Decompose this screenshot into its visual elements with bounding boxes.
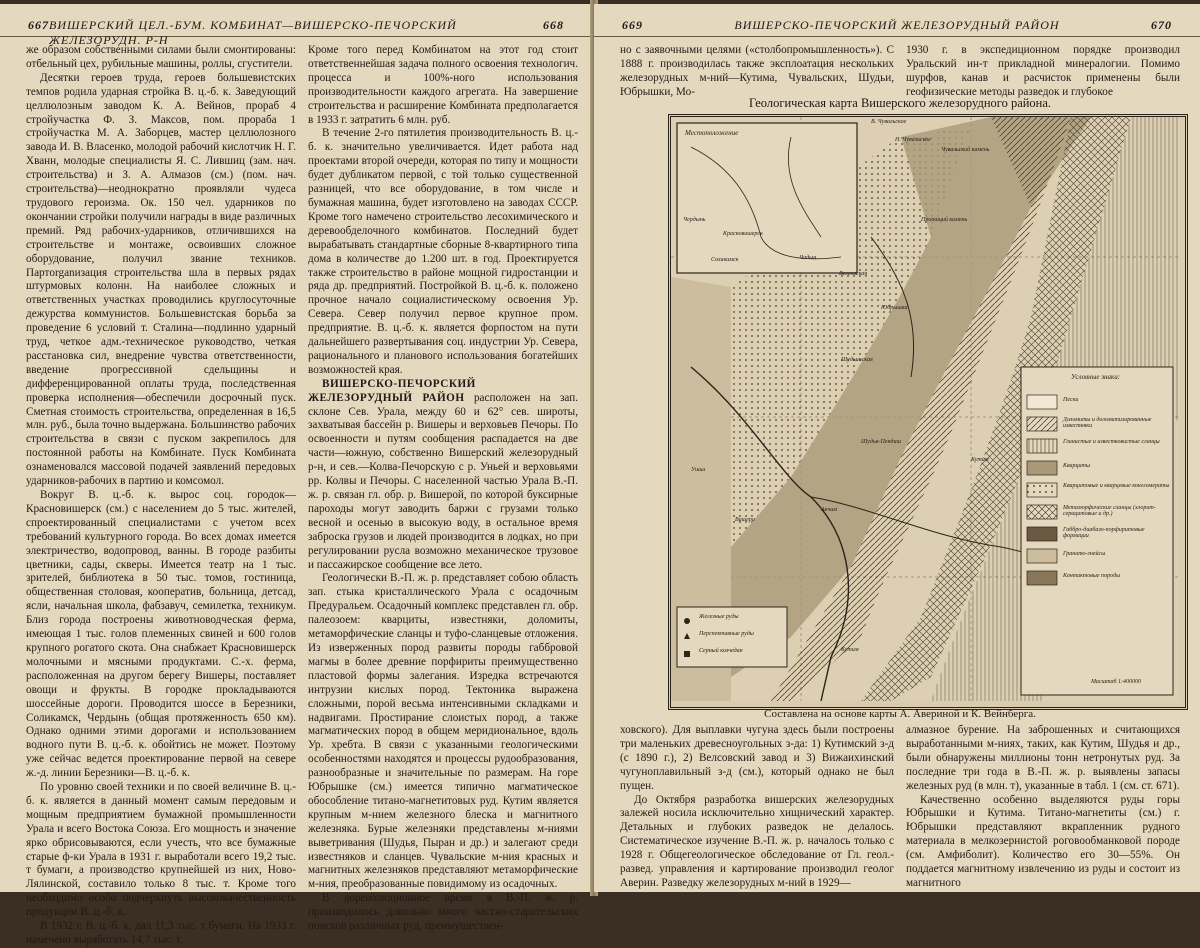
legend-item: Габбро-диабазо-порфиритовые формации (1063, 527, 1145, 539)
left-page-columns (26, 44, 578, 946)
legend-item: Доломиты и доломитизированные известняки (1063, 417, 1152, 429)
paragraph: В дореволюционное время в В.-П. ж. р. производилось довольно много частно-старательских поисков различных руд, преимуществен- (308, 892, 578, 933)
legend-item: Гранито-гнейсы (1063, 551, 1106, 557)
running-head-title: ВИШЕРСКИЙ ЦЕЛ.-БУМ. КОМБИНАТ—ВИШЕРСКО-ПЕЧОРСКИЙ ЖЕЛЕЗОРУДН. Р-Н (49, 18, 457, 47)
running-head-right (594, 18, 1200, 37)
map-place-label: Н. Чувальское (895, 137, 931, 143)
map-place-label: Ушьи (691, 467, 706, 473)
map-place-label: Велсовская (839, 271, 868, 277)
column-670-bottom (906, 724, 1180, 889)
right-page-bottom-text (620, 724, 1180, 889)
map-place-label: Вишера (735, 517, 755, 523)
map-place-label: Кутим (841, 647, 859, 653)
inset-place: Красновишерск (723, 231, 763, 237)
column-669-top: но с заявочными целями («столбопромышленность»). С 1888 г. производилась также эксплоатация нескольких железорудных м-ний—Кутима, Чувальских, Шудьи, Юбрышки, Мо- (620, 44, 894, 98)
column-667 (26, 44, 296, 946)
paragraph: же образом собственными силами были смонтированы: отбельный цех, рубильные машины, роллы, сгустители. (26, 44, 296, 70)
legend-item: Глинистые и известковистые сланцы (1063, 439, 1160, 445)
map-place-label: Шудья-Пендиш (861, 439, 901, 445)
paragraph: ховского). Для выплавки чугуна здесь были построены три маленьких древесноугольных з-да: 1) Кутимский з-д (с 1890 г.), 2) Велсовский завод и 3) Вижаихинский чугуноплавильный з-д (см.), который однако не был пущен. (620, 724, 894, 792)
legend-item: Кварцитовые и кварцевые конгломераты (1063, 483, 1170, 489)
map-title: Геологическая карта Вишерского железорудного района. (748, 96, 1052, 110)
running-head-left (0, 18, 592, 47)
paragraph: В течение 2-го пятилетия производительность В. ц.-б. к. значительно увеличивается. Идет работа над проектами второй очереди, которая по типу и мощности будет дубликатом первой, с той только существенной разницей, что все оборудование, в том числе и бумажная машина, будет изготовлено на заводах СССР. Кроме того намечено строительство лесохимического и деревообделочного комбинатов. Последний будет вырабатывать стандартные сборные 8-квартирного типа дома в количестве до 1.200 шт. в год. Проектируется также строительство в районе мощной гидростанции и ряда др. предприятий. Постройкой В. ц.-б. к. положено прочное начало социалистическому освоения Ур. Севера. Север получил первое крупное пром. предприятие. В. ц.-б. к. является форпостом на пути дальнейшего развертывания соц. индустрии Ур. Севера, рационального и планового использования богатейших возможностей края. (308, 127, 578, 376)
inset-place: Чердынь (683, 217, 706, 223)
map-place-label: В. Чувальское (871, 119, 907, 125)
legend-title: Условные знаки: (1071, 373, 1121, 381)
map-place-label: Пропащий камень (921, 217, 968, 223)
map-scale: Масштаб 1:400000 (1091, 679, 1142, 685)
paragraph: В 1932 г. В. ц.-б. к. дал 11,3 тыс. т бумаги. На 1933 г. намечено выработать 14,7 тыс. т. (26, 920, 296, 946)
paragraph: До Октября разработка вишерских железорудных залежей носила исключительно хищнический характер. Детальных и глубоких разведок не делалось. Систематическое изучение В.-П. ж. р. началось только с 1928 г. Общегеологическое обследование от Гл. геол.-развед. управления и картирование производил геолог Аверин. Разведку железорудных м-ний в 1929— (620, 793, 894, 889)
paragraph: Кроме того перед Комбинатом на этот год стоит ответственнейшая задача полного освоения технологич. процесса и 100%-ного использования производительности каждого агрегата. На завершение строительства и расширение Комбината предполагается в 1933 г. затратить 6 млн. руб. (308, 44, 578, 126)
paragraph: Геологически В.-П. ж. р. представляет собою область зап. стыка кристаллического Урала с осадочным Предуральем. Осадочный комплекс представлен гл. обр. палеозоем: кварциты, известняки, доломиты, метаморфические сланцы и туфо-сланцевые отложения. Из изверженных пород развиты породы габбровой магмы в более древние порфириты преимущественно пластовой формы залегания. Изредка встречаются интрузии кислых пород. Тектоника выражена сложными, порой весьма интенсивными складками и надвигами. Простирание слоистых пород, а также магматических пород в общем меридиональное, вдоль Ур. хребта. В связи с указанными геологическими особенностями находятся и процессы рудообразования, разнообразные и значительные по размерам. На горе Юбрышке (см.) имеется типично магматическое обособление титано-магнетитовых руд. Кутим является крупным м-нием железного блеска и магнитного железняка. Бурые железняки представлены м-ниями выветривания (Шудья, Пыран и др.) и залегают среди известняков и сланцев. Чувальские м-ния красных и магнитных железняков представляют метаморфические м-ния, преобразованные повидимому из осадочных. (308, 572, 578, 891)
map-caption: Составлена на основе карты А. Авериной и К. Вейнберга. (764, 708, 1036, 720)
left-page (0, 4, 593, 946)
map-place-label: Чувальский камень (941, 147, 990, 153)
inset-title: Местоположение (685, 129, 739, 137)
page-number-669: 669 (622, 18, 643, 32)
map-place-label: Юбрышка (881, 305, 908, 311)
legend-item: Контактовые породы (1063, 573, 1121, 579)
map-place-label: Акчим (821, 507, 838, 513)
paragraph: Десятки героев труда, героев большевистских темпов родила ударная стройка В. ц.-б. к. Заведующий целлюлозным заводом К. А. Вейнов, прораб 4 стройучастка Ф. З. Максов, пом. прораба 1 стройучастка М. А. Заборцев, мастер целлюлозного завода И. В. Власенко, молодой рабочий кислотчик Н. Г. Хванн, молодые специалисты Я. С. Лившиц (зам. нач. строительства) и З. А. Алмазов (см.) (пом. нач. строительства)—неоднократно проявляли чудеса трудового героизма. Ок. 150 чел. ударников по окончании стройки получили награды в виде различных премий. Ряд рабочих-ударников, отличившихся на строительстве и монтаже, освоивших сложное оборудование, получил звание техников. Партorganизация строительства шла в первых рядах штурмовых колонн. На наиболее сложных и ответственных участках проводились круглосуточные дежурства коммунистов. Большевистская борьба за проведение 6 условий т. Сталина—подлинно ударный труд, четкое адм.-техническое руководство, четкая расстановка сил, внедрение чувства ответственности, введение прогрессивной сдельщины и дифференцированной оплаты труда, последственная проверка исполнения—обеспечили досрочный пуск. Сметная стоимость строительства, определенная в 16,5 млн. руб., была точно выдержана. Большинство рабочих строительства в связи с пуском закрепилось для постоянной работы на Комбинате. Пуск Комбината ознаменовался массовой подачей заявлений передовых ударников-рабочих в партию и комсомол. (26, 71, 296, 488)
legend-item: Пески (1063, 397, 1079, 403)
legend-item: Кварциты (1063, 463, 1090, 469)
map-place-label: Шудьинская (841, 357, 873, 363)
paragraph: алмазное бурение. На заброшенных и считающихся выработанными м-ниях, таких, как Кутим, Шудья и др., были обнаружены миллионы тонн нетронутых руд. За последние три года в В.-П. ж. р. выявлены запасы железных руд (в млн. т), указанные в табл. 1 (см. ст. 671). (906, 724, 1180, 792)
inset-place: Соликамск (711, 257, 739, 263)
symbol-label: Серный колчедан (699, 648, 743, 654)
paragraph: По уровню своей техники и по своей величине В. ц.-б. к. является в данный момент самым передовым и мощным предприятием бумажной промышленности Урала и всего Востока Союза. Его мощность и значение ярко обрисовываются, если учесть, что все бумажные старые ф-ки Урала в 1931 г. выработали всего 19,2 тыс. т бумаги, а производство крупнейшей из них, Ново-Лялинской, составило только 8 тыс. т. Кроме того необходимо особо подчеркнуть высококачественность продукции В. ц.-б. к. (26, 781, 296, 919)
inset-place: Чадын (799, 255, 817, 261)
right-page (594, 4, 1200, 892)
column-669-bottom (620, 724, 894, 889)
paragraph: Качественно особенно выделяются руды горы Юбрышки и Кутима. Титано-магнетиты (см.) г. Юбрышки представляют вкрапленник рудного материала в мелкозернистой роговообманковой породе (см. Амфиболит). Количество его 30—55%. Он поддается магнитному извлечению из руды и состоит из магнитного (906, 793, 1180, 889)
column-668 (308, 44, 578, 933)
symbol-label: Железные руды (699, 614, 739, 620)
article-lead: расположен на зап. склоне Сев. Урала, между 60 и 62° сев. широты, захватывая бассейн р. Вишеры и верховьев Печоры. По освоенности и путям сообщения распадается на две части—южную, собственно Вишерский железорудный р-н, и сев.—Колва-Печорскую с р. Уньей и верховьями рр. Колвы и Печоры. С населенной частью Урала В.-П. ж. р. связан гл. обр. р. Вишерой, по которой буксирные пароходы могут заводить баржи с грузами только весной и осенью в высокую воду, в остальное время заброска грузов и людей производится в лодках, но при регулировании русла возможно механическое трузовое и пассажирское сообщение все лето. (308, 391, 578, 571)
right-page-top-text (620, 44, 1180, 98)
page-number-670: 670 (1150, 18, 1172, 32)
page-number-667: 667 (28, 18, 49, 32)
article-heading: ВИШЕРСКО-ПЕЧОРСКИЙ ЖЕЛЕЗОРУДНЫЙ РАЙОН (308, 377, 476, 404)
article-heading-paragraph (308, 378, 578, 573)
geological-map-drawing (671, 117, 1179, 701)
inset-map (677, 123, 857, 273)
column-670-top: 1930 г. в экспедиционном порядке производил Уральский ин-т прикладной минералогии. Помимо шурфов, канав и расчисток применены были геофизические методы разведок и глубокое (906, 44, 1180, 98)
legend-item: Метаморфические сланцы (хлорит-серицитовые и др.) (1063, 505, 1156, 517)
symbol-label: Перспективные руды (699, 631, 754, 637)
paragraph: Вокруг В. ц.-б. к. вырос соц. городок—Красновишерск (см.) с населением до 5 тыс. жителей, спроектированный специалистами с учетом всех требований культурного города. Во всех домах имеется электричество, водопровод, ванны. В городе разбиты цветники, сады, скверы. Имеется театр на 1 тыс. зрителей, библиотека в 50 тыс. томов, гостиница, общественная столовая, кооператив, больница, детсад, ясли, начальная школа, фабзавуч, семилетка, техникум. Близ города построены животноводческая ферма, имеющая 1 тыс. голов племенных свиней и 600 голов крупного рогатого скота. Она снабжает Красновишерск молочными и мясными продуктами. С.-х. ферма, расположенная на другом берегу Вишеры, поставляет овощи и фрукты. В городке прокладываются шоссейные дороги. Проводится шоссе в Березники, Соликамск, Чердынь (общая протяженность 650 км). Однако одними этими дорогами и использованием водного пути В. ц.-б. к. обойтись не может. Поэтому уже сейчас ведется проектирование первой на севере ж.-д. линии Березники—В. ц.-б. к. (26, 489, 296, 780)
page-number-668: 668 (543, 18, 564, 32)
geological-map (668, 114, 1188, 710)
running-head-title: ВИШЕРСКО-ПЕЧОРСКИЙ ЖЕЛЕЗОРУДНЫЙ РАЙОН (734, 18, 1060, 32)
map-place-label: Кутим (971, 457, 989, 463)
